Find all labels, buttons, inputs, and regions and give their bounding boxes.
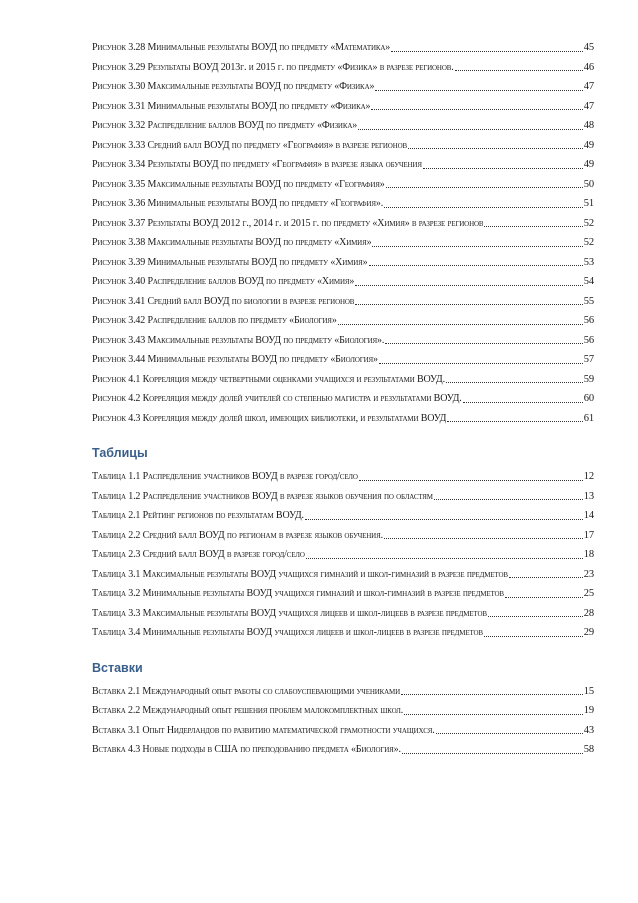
toc-entry-page: 43 bbox=[583, 724, 594, 736]
table-of-contents bbox=[92, 38, 594, 760]
toc-entry-title: Рисунок 3.43 Максимальные результаты ВОУД по предмету «Биология». bbox=[92, 334, 385, 346]
toc-entry[interactable] bbox=[92, 77, 594, 97]
toc-entry[interactable] bbox=[92, 233, 594, 253]
toc-entry[interactable] bbox=[92, 409, 594, 429]
toc-entry[interactable] bbox=[92, 253, 594, 273]
toc-entry-title: Рисунок 3.30 Максимальные результаты ВОУД по предмету «Физика» bbox=[92, 81, 375, 92]
dot-leader bbox=[447, 420, 582, 422]
toc-entry[interactable] bbox=[92, 526, 594, 546]
inserts-list bbox=[92, 682, 594, 760]
toc-entry-title: Вставка 4.3 Новые подходы в США по преподованию предмета «Биология». bbox=[92, 744, 401, 755]
toc-entry-title: Вставка 2.1 Международный опыт работы со слабоуспевающими учениками bbox=[92, 685, 401, 697]
toc-entry[interactable] bbox=[92, 370, 594, 390]
toc-entry-page: 13 bbox=[583, 490, 594, 502]
toc-entry[interactable] bbox=[92, 701, 594, 721]
toc-entry-title: Рисунок 3.36 Минимальные результаты ВОУД по предмету «География». bbox=[92, 198, 384, 209]
toc-entry-title: Рисунок 3.28 Минимальные результаты ВОУД по предмету «Математика» bbox=[92, 42, 391, 53]
dot-leader bbox=[338, 323, 583, 325]
dot-leader bbox=[401, 693, 583, 695]
dot-leader bbox=[305, 518, 583, 520]
dot-leader bbox=[355, 284, 583, 286]
toc-entry-page: 19 bbox=[583, 705, 594, 716]
toc-entry-title: Таблица 3.3 Максимальные результаты ВОУД учащихся лицеев и школ-лицеев в разрезе предметов bbox=[92, 607, 487, 619]
toc-entry-page: 25 bbox=[583, 588, 594, 599]
dot-leader bbox=[385, 342, 583, 344]
dot-leader bbox=[391, 50, 583, 52]
toc-entry-page: 61 bbox=[583, 412, 594, 424]
toc-entry-page: 53 bbox=[583, 256, 594, 268]
toc-entry[interactable] bbox=[92, 350, 594, 370]
toc-entry-page: 58 bbox=[583, 744, 594, 755]
toc-entry-title: Рисунок 3.33 Средний балл ВОУД по предмету «География» в разрезе регионов bbox=[92, 139, 408, 151]
toc-entry-title: Таблица 3.1 Максимальные результаты ВОУД учащихся гимназий и школ-гимназий в разрезе предметов bbox=[92, 568, 508, 580]
toc-entry[interactable] bbox=[92, 565, 594, 585]
toc-entry-title: Таблица 3.2 Минимальные результаты ВОУД учащихся гимназий и школ-гимназий в разрезе предметов bbox=[92, 588, 504, 599]
dot-leader bbox=[509, 576, 583, 578]
toc-entry-page: 49 bbox=[583, 139, 594, 151]
toc-entry[interactable] bbox=[92, 155, 594, 175]
dot-leader bbox=[423, 167, 583, 169]
toc-entry-title: Вставка 2.2 Международный опыт решения проблем малокомплектных школ. bbox=[92, 705, 404, 716]
toc-entry-title: Рисунок 3.42 Распределение баллов по предмету «Биология» bbox=[92, 315, 337, 326]
toc-entry[interactable] bbox=[92, 194, 594, 214]
toc-entry-title: Рисунок 3.34 Результаты ВОУД по предмету «География» в разрезе языка обучения bbox=[92, 159, 422, 170]
toc-entry-page: 55 bbox=[583, 295, 594, 307]
toc-entry[interactable] bbox=[92, 331, 594, 351]
toc-entry-title: Рисунок 3.38 Максимальные результаты ВОУД по предмету «Химия» bbox=[92, 237, 372, 248]
toc-entry-title: Рисунок 3.31 Минимальные результаты ВОУД по предмету «Физика» bbox=[92, 100, 371, 112]
toc-entry-page: 14 bbox=[583, 510, 594, 521]
dot-leader bbox=[488, 615, 583, 617]
dot-leader bbox=[359, 479, 583, 481]
toc-entry[interactable] bbox=[92, 311, 594, 331]
inserts-heading: Вставки bbox=[92, 660, 143, 675]
dot-leader bbox=[404, 713, 583, 715]
toc-entry[interactable] bbox=[92, 506, 594, 526]
toc-entry-page: 18 bbox=[583, 549, 594, 560]
dot-leader bbox=[402, 752, 583, 754]
toc-entry[interactable] bbox=[92, 721, 594, 741]
dot-leader bbox=[505, 596, 583, 598]
toc-entry[interactable] bbox=[92, 272, 594, 292]
toc-entry-page: 56 bbox=[583, 315, 594, 326]
dot-leader bbox=[463, 401, 583, 403]
tables-heading: Таблицы bbox=[92, 446, 148, 460]
dot-leader bbox=[384, 537, 583, 539]
toc-entry-page: 52 bbox=[583, 217, 594, 229]
toc-entry[interactable] bbox=[92, 58, 594, 78]
toc-entry-title: Рисунок 4.1 Корреляция между четвертными оценками учащихся и результатами ВОУД. bbox=[92, 373, 445, 385]
toc-entry-page: 47 bbox=[583, 100, 594, 112]
toc-entry-page: 48 bbox=[583, 120, 594, 131]
toc-entry-page: 52 bbox=[583, 237, 594, 248]
toc-entry-page: 47 bbox=[583, 81, 594, 92]
toc-entry-title: Рисунок 3.29 Результаты ВОУД 2013г. и 2015 г. по предмету «Физика» в разрезе регионов. bbox=[92, 61, 454, 73]
dot-leader bbox=[358, 128, 583, 130]
dot-leader bbox=[355, 303, 582, 305]
toc-entry[interactable] bbox=[92, 682, 594, 702]
toc-entry[interactable] bbox=[92, 623, 594, 643]
tables-list bbox=[92, 467, 594, 643]
toc-entry-page: 56 bbox=[583, 334, 594, 346]
toc-entry[interactable] bbox=[92, 136, 594, 156]
toc-entry-page: 60 bbox=[583, 393, 594, 404]
toc-entry-title: Рисунок 3.39 Минимальные результаты ВОУД по предмету «Химия» bbox=[92, 256, 368, 268]
toc-entry-page: 12 bbox=[583, 471, 594, 482]
toc-entry[interactable] bbox=[92, 740, 594, 760]
dot-leader bbox=[446, 381, 583, 383]
toc-entry[interactable] bbox=[92, 487, 594, 507]
toc-entry-title: Рисунок 3.41 Средний балл ВОУД по биологии в разрезе регионов bbox=[92, 295, 355, 307]
toc-entry-page: 54 bbox=[583, 276, 594, 287]
dot-leader bbox=[484, 225, 582, 227]
toc-entry-page: 49 bbox=[583, 159, 594, 170]
toc-entry-title: Рисунок 4.3 Корреляция между долей школ, имеющих библиотеки, и результатами ВОУД bbox=[92, 412, 447, 424]
toc-entry-title: Таблица 2.3 Средний балл ВОУД в разрезе город/село bbox=[92, 549, 305, 560]
toc-entry[interactable] bbox=[92, 214, 594, 234]
toc-entry-page: 57 bbox=[583, 354, 594, 365]
toc-entry[interactable] bbox=[92, 38, 594, 58]
toc-entry[interactable] bbox=[92, 389, 594, 409]
toc-entry-title: Рисунок 4.2 Корреляция между долей учителей со степенью магистра и результатами ВОУД. bbox=[92, 393, 462, 404]
dot-leader bbox=[379, 362, 583, 364]
toc-entry-page: 51 bbox=[583, 198, 594, 209]
dot-leader bbox=[436, 732, 583, 734]
toc-entry-title: Рисунок 3.40 Распределение баллов ВОУД по предмету «Химия» bbox=[92, 276, 355, 287]
dot-leader bbox=[372, 245, 582, 247]
dot-leader bbox=[369, 264, 583, 266]
toc-entry[interactable] bbox=[92, 545, 594, 565]
toc-entry-page: 46 bbox=[583, 61, 594, 73]
toc-entry[interactable] bbox=[92, 116, 594, 136]
toc-entry-title: Вставка 3.1 Опыт Нидерландов по развитию математической грамотности учащихся. bbox=[92, 724, 435, 736]
toc-entry[interactable] bbox=[92, 292, 594, 312]
dot-leader bbox=[384, 206, 583, 208]
toc-entry-page: 50 bbox=[583, 178, 594, 190]
dot-leader bbox=[371, 108, 582, 110]
dot-leader bbox=[434, 498, 583, 500]
dot-leader bbox=[386, 186, 583, 188]
toc-entry-page: 45 bbox=[583, 42, 594, 53]
toc-entry-page: 17 bbox=[583, 529, 594, 541]
toc-entry-page: 28 bbox=[583, 607, 594, 619]
toc-entry-title: Рисунок 3.37 Результаты ВОУД 2012 г., 2014 г. и 2015 г. по предмету «Химия» в разрезе регионов bbox=[92, 217, 484, 229]
figures-list bbox=[92, 38, 594, 428]
toc-entry-page: 15 bbox=[583, 685, 594, 697]
toc-entry[interactable] bbox=[92, 175, 594, 195]
toc-entry-page: 29 bbox=[583, 627, 594, 638]
dot-leader bbox=[484, 635, 583, 637]
toc-entry-title: Таблица 3.4 Минимальные результаты ВОУД учащихся лицеев и школ-лицеев в разрезе предметов bbox=[92, 627, 483, 638]
toc-entry[interactable] bbox=[92, 97, 594, 117]
toc-entry[interactable] bbox=[92, 467, 594, 487]
toc-entry-title: Рисунок 3.35 Максимальные результаты ВОУД по предмету «География» bbox=[92, 178, 385, 190]
toc-entry-page: 23 bbox=[583, 568, 594, 580]
toc-entry-title: Рисунок 3.44 Минимальные результаты ВОУД по предмету «Биология» bbox=[92, 354, 378, 365]
toc-entry[interactable] bbox=[92, 604, 594, 624]
dot-leader bbox=[408, 147, 583, 149]
toc-entry-title: Таблица 1.1 Распределение участников ВОУД в разрезе город/село bbox=[92, 471, 358, 482]
toc-entry-title: Рисунок 3.32 Распределение баллов ВОУД по предмету «Физика» bbox=[92, 120, 358, 131]
toc-entry[interactable] bbox=[92, 584, 594, 604]
toc-entry-page: 59 bbox=[583, 373, 594, 385]
toc-entry-title: Таблица 2.1 Рейтинг регионов по результатам ВОУД. bbox=[92, 510, 304, 521]
dot-leader bbox=[375, 89, 582, 91]
dot-leader bbox=[455, 69, 583, 71]
toc-entry-title: Таблица 2.2 Средний балл ВОУД по регионам в разрезе языков обучения. bbox=[92, 529, 383, 541]
toc-entry-title: Таблица 1.2 Распределение участников ВОУД в разрезе языков обучения по областям bbox=[92, 490, 433, 502]
dot-leader bbox=[306, 557, 583, 559]
